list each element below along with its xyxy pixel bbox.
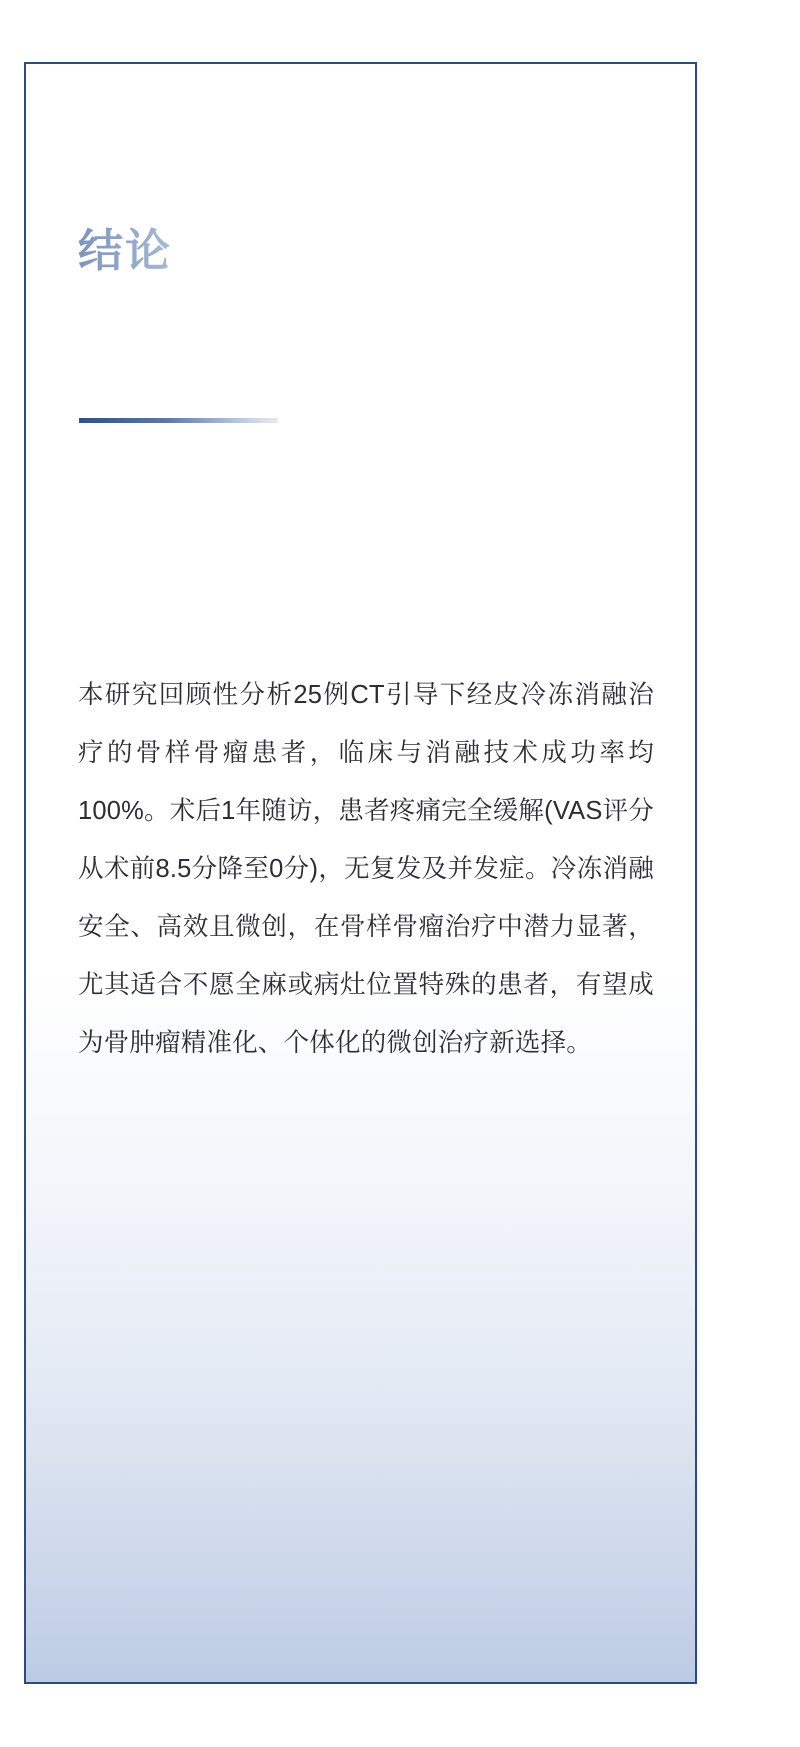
content-card (24, 62, 697, 1684)
page-title: 结论 (78, 225, 173, 276)
conclusion-paragraph: 本研究回顾性分析25例CT引导下经皮冷冻消融治疗的骨样骨瘤患者，临床与消融技术成功率均100%。术后1年随访，患者疼痛完全缓解(VAS评分从术前8.5分降至0分)，无复发及并发症。冷冻消融安全、高效且微创，在骨样骨瘤治疗中潜力显著，尤其适合不愿全麻或病灶位置特殊的患者，有望成为骨肿瘤精准化、个体化的微创治疗新选择。 (78, 681, 654, 1057)
card-inner (26, 64, 695, 1682)
title-underline-divider (79, 418, 278, 423)
